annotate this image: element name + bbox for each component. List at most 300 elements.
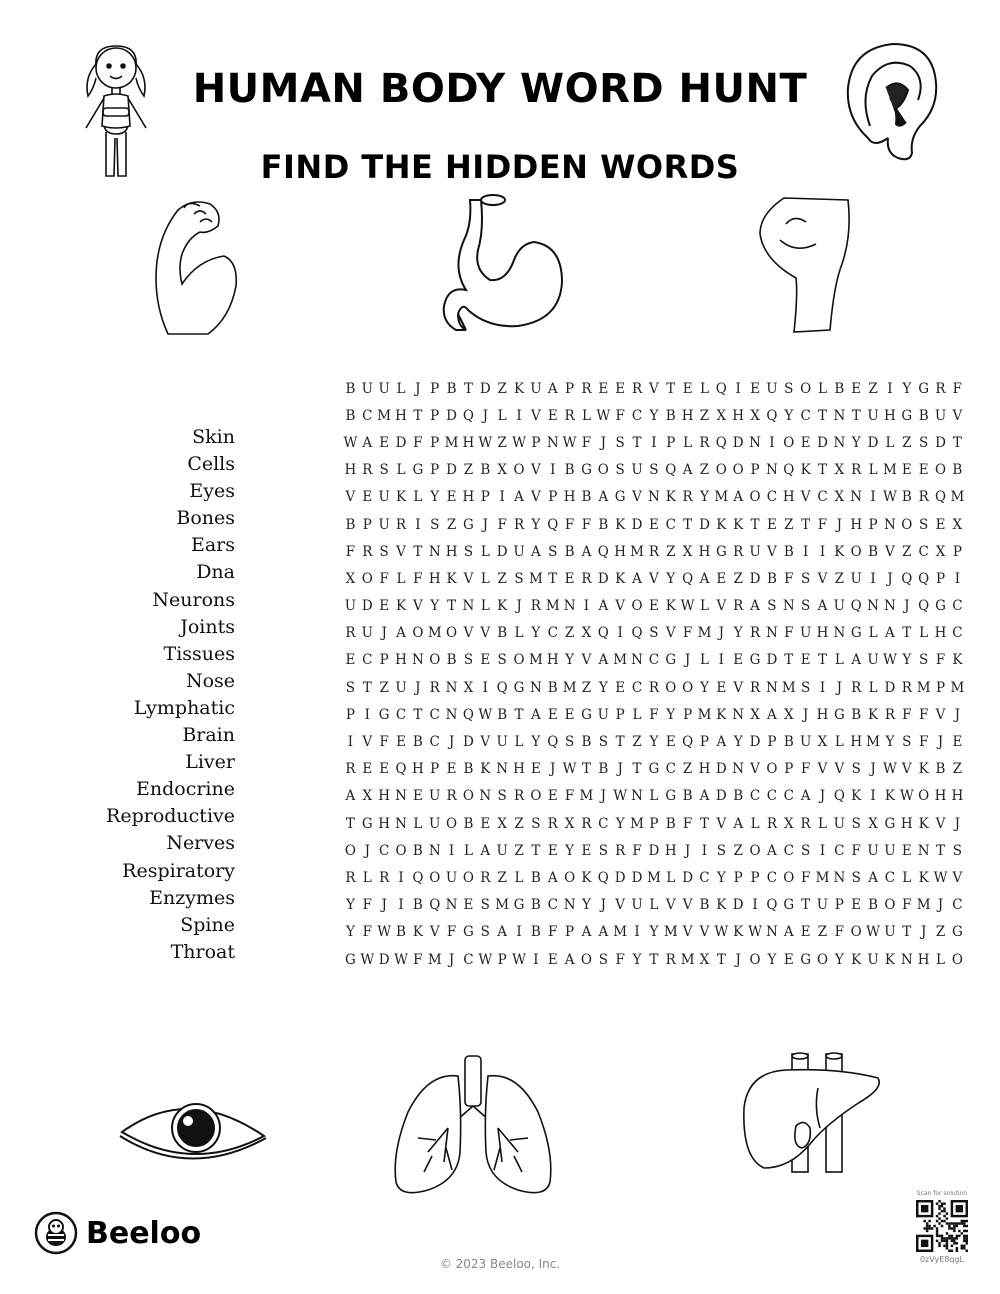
grid-letter: X bbox=[497, 815, 507, 832]
grid-letter: L bbox=[514, 869, 524, 886]
grid-letter: T bbox=[952, 434, 962, 451]
grid-letter: A bbox=[699, 570, 710, 587]
grid-letter: T bbox=[548, 570, 558, 587]
grid-letter: D bbox=[749, 734, 761, 751]
grid-letter: B bbox=[766, 570, 777, 587]
grid-letter: G bbox=[918, 380, 930, 397]
grid-letter: E bbox=[345, 652, 356, 669]
grid-letter: U bbox=[833, 598, 846, 615]
grid-letter: X bbox=[817, 734, 828, 751]
grid-letter: C bbox=[766, 869, 778, 886]
grid-letter: B bbox=[665, 815, 676, 832]
grid-letter: S bbox=[564, 734, 575, 751]
grid-letter: R bbox=[665, 951, 676, 968]
grid-letter: R bbox=[345, 869, 356, 886]
grid-letter: E bbox=[379, 598, 390, 615]
grid-letter: Z bbox=[463, 462, 474, 479]
grid-letter: V bbox=[649, 570, 659, 587]
grid-letter: A bbox=[598, 598, 609, 615]
grid-letter: R bbox=[648, 543, 659, 560]
grid-letter: S bbox=[379, 543, 389, 560]
grid-letter: W bbox=[866, 924, 881, 941]
grid-letter: F bbox=[615, 951, 625, 968]
grid-letter: X bbox=[581, 625, 592, 642]
grid-letter: S bbox=[497, 652, 507, 669]
grid-letter: L bbox=[362, 869, 372, 886]
grid-letter: A bbox=[547, 869, 558, 886]
grid-letter: Y bbox=[345, 924, 355, 941]
grid-letter: J bbox=[836, 516, 843, 533]
grid-letter: J bbox=[600, 434, 607, 451]
grid-letter: C bbox=[800, 407, 811, 424]
grid-letter: O bbox=[783, 869, 795, 886]
grid-letter: V bbox=[952, 869, 963, 886]
grid-letter: M bbox=[697, 625, 712, 642]
grid-letter: L bbox=[463, 842, 473, 859]
grid-letter: E bbox=[665, 734, 676, 751]
grid-letter: P bbox=[345, 706, 355, 723]
grid-letter: Q bbox=[395, 761, 407, 778]
grid-letter: J bbox=[819, 788, 826, 805]
grid-letter: Q bbox=[412, 869, 424, 886]
grid-letter: R bbox=[513, 788, 525, 805]
grid-letter: E bbox=[463, 897, 474, 914]
grid-letter: X bbox=[834, 489, 845, 506]
grid-row bbox=[342, 538, 966, 565]
grid-letter: S bbox=[801, 598, 811, 615]
grid-letter: E bbox=[564, 706, 575, 723]
grid-letter: P bbox=[615, 706, 625, 723]
grid-letter: S bbox=[379, 462, 389, 479]
grid-letter: S bbox=[801, 570, 811, 587]
grid-letter: K bbox=[395, 598, 407, 615]
grid-letter: S bbox=[767, 598, 777, 615]
grid-letter: T bbox=[413, 407, 423, 424]
grid-letter: L bbox=[936, 951, 945, 968]
grid-letter: U bbox=[850, 570, 862, 587]
grid-letter: L bbox=[818, 815, 827, 832]
grid-letter: E bbox=[547, 788, 558, 805]
grid-letter: L bbox=[396, 380, 406, 397]
grid-letter: J bbox=[954, 706, 961, 723]
grid-letter: M bbox=[916, 679, 931, 696]
grid-letter: F bbox=[413, 570, 423, 587]
grid-letter: K bbox=[918, 869, 929, 886]
grid-letter: H bbox=[681, 407, 694, 424]
grid-letter: N bbox=[631, 788, 643, 805]
grid-letter: Q bbox=[631, 625, 643, 642]
grid-letter: Q bbox=[766, 897, 778, 914]
grid-letter: J bbox=[364, 842, 370, 859]
grid-letter: D bbox=[446, 407, 457, 424]
word-list-item: Nerves bbox=[166, 832, 235, 855]
grid-letter: O bbox=[884, 897, 896, 914]
grid-letter: A bbox=[531, 706, 541, 723]
grid-letter: W bbox=[562, 761, 577, 778]
word-list-item: Cells bbox=[187, 453, 235, 476]
grid-letter: C bbox=[395, 706, 407, 723]
grid-row bbox=[342, 919, 966, 946]
grid-letter: E bbox=[480, 652, 491, 669]
grid-letter: Y bbox=[666, 570, 676, 587]
grid-letter: R bbox=[379, 869, 390, 886]
grid-letter: G bbox=[800, 951, 812, 968]
grid-letter: V bbox=[716, 598, 727, 615]
grid-row bbox=[342, 756, 966, 783]
grid-letter: E bbox=[750, 380, 760, 397]
grid-letter: G bbox=[513, 679, 525, 696]
grid-letter: B bbox=[345, 516, 356, 533]
grid-letter: V bbox=[429, 924, 440, 941]
grid-letter: Y bbox=[430, 598, 440, 615]
grid-letter: N bbox=[445, 897, 458, 914]
grid-letter: D bbox=[463, 734, 474, 751]
grid-letter: F bbox=[362, 924, 372, 941]
grid-letter: Z bbox=[868, 380, 878, 397]
grid-letter: J bbox=[617, 761, 623, 778]
grid-letter: D bbox=[496, 543, 508, 560]
grid-letter: S bbox=[463, 543, 474, 560]
grid-letter: R bbox=[345, 761, 356, 778]
grid-letter: P bbox=[699, 734, 710, 751]
grid-letter: W bbox=[680, 598, 695, 615]
grid-letter: Q bbox=[496, 679, 508, 696]
grid-letter: B bbox=[345, 407, 356, 424]
grid-letter: I bbox=[516, 407, 522, 424]
word-search-grid bbox=[342, 375, 966, 973]
grid-letter: C bbox=[884, 869, 896, 886]
grid-letter: H bbox=[344, 462, 357, 479]
grid-letter: Y bbox=[531, 516, 541, 533]
grid-letter: I bbox=[499, 489, 505, 506]
grid-letter: V bbox=[615, 598, 626, 615]
grid-letter: Z bbox=[497, 434, 507, 451]
grid-letter: V bbox=[480, 734, 491, 751]
grid-letter: Y bbox=[666, 706, 676, 723]
grid-letter: V bbox=[665, 897, 676, 914]
grid-letter: V bbox=[345, 489, 356, 506]
grid-letter: O bbox=[580, 951, 592, 968]
grid-letter: V bbox=[935, 706, 946, 723]
grid-letter: E bbox=[783, 951, 794, 968]
grid-letter: B bbox=[851, 706, 862, 723]
grid-letter: I bbox=[819, 543, 826, 560]
grid-letter: H bbox=[917, 951, 930, 968]
grid-letter: X bbox=[716, 407, 727, 424]
grid-letter: J bbox=[448, 734, 455, 751]
grid-letter: U bbox=[378, 380, 390, 397]
grid-letter: V bbox=[682, 897, 693, 914]
grid-letter: E bbox=[530, 761, 541, 778]
grid-letter: B bbox=[564, 543, 575, 560]
grid-letter: S bbox=[430, 516, 440, 533]
grid-letter: U bbox=[429, 788, 441, 805]
grid-letter: Y bbox=[632, 951, 642, 968]
grid-letter: Y bbox=[615, 815, 625, 832]
grid-letter: U bbox=[429, 815, 441, 832]
grid-letter: B bbox=[901, 489, 912, 506]
grid-letter: W bbox=[394, 951, 408, 968]
page-title: HUMAN BODY WORD HUNT bbox=[192, 66, 808, 112]
grid-letter: C bbox=[918, 543, 929, 560]
word-list-item: Bones bbox=[176, 507, 235, 530]
grid-letter: K bbox=[716, 706, 727, 723]
grid-letter: B bbox=[834, 380, 845, 397]
qr-code-text: 0zVyE8qgL bbox=[919, 1255, 965, 1264]
grid-letter: M bbox=[663, 924, 678, 941]
grid-letter: L bbox=[868, 625, 878, 642]
grid-letter: L bbox=[666, 869, 676, 886]
grid-letter: G bbox=[935, 598, 946, 615]
grid-letter: S bbox=[851, 815, 861, 832]
grid-letter: L bbox=[396, 570, 406, 587]
grid-letter: F bbox=[682, 815, 693, 832]
grid-letter: G bbox=[850, 625, 862, 642]
grid-letter: O bbox=[749, 489, 761, 506]
grid-letter: V bbox=[615, 897, 626, 914]
grid-letter: W bbox=[596, 407, 611, 424]
grid-letter: N bbox=[428, 543, 441, 560]
grid-letter: W bbox=[512, 951, 526, 968]
grid-letter: H bbox=[428, 570, 441, 587]
grid-letter: B bbox=[918, 407, 929, 424]
grid-letter: J bbox=[516, 598, 522, 615]
grid-letter: N bbox=[766, 462, 778, 479]
grid-letter: P bbox=[935, 570, 946, 587]
grid-letter: M bbox=[427, 951, 442, 968]
grid-letter: I bbox=[583, 598, 590, 615]
grid-letter: Z bbox=[497, 380, 507, 397]
grid-letter: O bbox=[344, 842, 356, 859]
grid-letter: K bbox=[615, 570, 626, 587]
grid-letter: Q bbox=[850, 598, 862, 615]
grid-letter: S bbox=[598, 842, 608, 859]
grid-letter: U bbox=[749, 543, 761, 560]
grid-letter: A bbox=[564, 951, 575, 968]
grid-letter: G bbox=[749, 652, 761, 669]
grid-letter: Y bbox=[565, 652, 575, 669]
grid-letter: Q bbox=[715, 434, 727, 451]
grid-letter: A bbox=[817, 598, 828, 615]
grid-letter: J bbox=[718, 625, 725, 642]
grid-letter: Y bbox=[531, 734, 541, 751]
grid-letter: E bbox=[800, 924, 811, 941]
grid-letter: F bbox=[784, 625, 794, 642]
grid-letter: I bbox=[347, 734, 354, 751]
grid-letter: I bbox=[415, 516, 421, 533]
grid-letter: H bbox=[378, 788, 391, 805]
grid-letter: G bbox=[665, 652, 677, 669]
word-list-item: Eyes bbox=[189, 480, 235, 503]
grid-letter: D bbox=[378, 951, 390, 968]
grid-letter: E bbox=[615, 380, 626, 397]
grid-letter: Q bbox=[429, 897, 441, 914]
grid-letter: L bbox=[834, 734, 844, 751]
qr-code-icon[interactable] bbox=[916, 1200, 968, 1252]
grid-letter: I bbox=[448, 842, 455, 859]
grid-letter: H bbox=[462, 434, 475, 451]
grid-letter: V bbox=[531, 462, 541, 479]
grid-letter: P bbox=[683, 706, 693, 723]
word-list-item: Liver bbox=[185, 751, 235, 774]
grid-letter: M bbox=[545, 598, 560, 615]
grid-letter: A bbox=[514, 489, 524, 506]
grid-letter: J bbox=[802, 706, 809, 723]
grid-letter: K bbox=[615, 516, 626, 533]
grid-letter: U bbox=[513, 543, 525, 560]
grid-letter: T bbox=[345, 815, 355, 832]
word-list-item: Brain bbox=[182, 724, 235, 747]
word-list-item: Joints bbox=[180, 615, 235, 638]
word-list-item: Spine bbox=[180, 913, 235, 936]
grid-letter: J bbox=[920, 924, 927, 941]
grid-letter: V bbox=[632, 489, 642, 506]
grid-letter: L bbox=[480, 598, 490, 615]
grid-letter: E bbox=[918, 462, 929, 479]
grid-letter: Z bbox=[817, 924, 828, 941]
grid-letter: B bbox=[412, 842, 423, 859]
grid-letter: N bbox=[445, 679, 458, 696]
copyright-text: © 2023 Beeloo, Inc. bbox=[439, 1257, 561, 1271]
grid-letter: D bbox=[699, 516, 710, 533]
grid-letter: B bbox=[412, 734, 423, 751]
grid-letter: M bbox=[528, 570, 543, 587]
grid-letter: Q bbox=[682, 570, 694, 587]
beeloo-logo bbox=[34, 1211, 201, 1255]
grid-letter: W bbox=[882, 489, 897, 506]
grid-letter: U bbox=[867, 407, 879, 424]
grid-row bbox=[342, 402, 966, 429]
grid-letter: A bbox=[800, 788, 811, 805]
grid-letter: Q bbox=[715, 380, 727, 397]
grid-letter: U bbox=[361, 625, 373, 642]
grid-letter: I bbox=[364, 706, 370, 723]
word-list-item: Endocrine bbox=[136, 778, 235, 801]
grid-letter: T bbox=[531, 842, 541, 859]
grid-letter: P bbox=[430, 380, 440, 397]
grid-letter: V bbox=[396, 543, 406, 560]
grid-letter: T bbox=[666, 380, 676, 397]
grid-letter: L bbox=[480, 570, 490, 587]
grid-letter: U bbox=[395, 679, 407, 696]
grid-letter: V bbox=[750, 761, 760, 778]
grid-letter: S bbox=[801, 842, 811, 859]
grid-letter: R bbox=[513, 516, 525, 533]
grid-letter: N bbox=[749, 434, 761, 451]
grid-letter: E bbox=[547, 951, 558, 968]
grid-letter: G bbox=[648, 761, 660, 778]
grid-letter: E bbox=[716, 570, 727, 587]
grid-letter: Y bbox=[649, 734, 659, 751]
grid-letter: S bbox=[514, 570, 524, 587]
grid-letter: H bbox=[732, 407, 745, 424]
grid-letter: P bbox=[750, 462, 760, 479]
grid-letter: D bbox=[766, 652, 778, 669]
grid-letter: N bbox=[917, 842, 930, 859]
grid-letter: S bbox=[851, 869, 861, 886]
grid-letter: V bbox=[716, 815, 727, 832]
grid-letter: E bbox=[547, 842, 558, 859]
grid-letter: J bbox=[836, 679, 843, 696]
grid-letter: H bbox=[816, 625, 829, 642]
grid-letter: B bbox=[783, 734, 794, 751]
grid-letter: P bbox=[750, 869, 760, 886]
grid-letter: C bbox=[631, 407, 643, 424]
grid-letter: Q bbox=[462, 407, 474, 424]
grid-letter: E bbox=[396, 734, 406, 751]
grid-letter: C bbox=[952, 897, 963, 914]
grid-letter: C bbox=[598, 815, 609, 832]
grid-letter: A bbox=[750, 598, 760, 615]
grid-letter: G bbox=[463, 924, 474, 941]
grid-letter: H bbox=[698, 543, 711, 560]
grid-letter: N bbox=[496, 761, 509, 778]
word-list-item: Skin bbox=[192, 426, 235, 448]
grid-letter: J bbox=[887, 570, 893, 587]
grid-letter: Y bbox=[733, 625, 743, 642]
girl-illustration bbox=[72, 38, 160, 183]
grid-letter: A bbox=[682, 462, 693, 479]
grid-letter: C bbox=[463, 951, 474, 968]
grid-letter: B bbox=[682, 788, 693, 805]
word-list bbox=[60, 424, 235, 966]
grid-letter: H bbox=[395, 652, 407, 669]
grid-letter: E bbox=[800, 652, 811, 669]
grid-letter: K bbox=[918, 815, 929, 832]
grid-letter: M bbox=[579, 788, 594, 805]
grid-letter: O bbox=[783, 434, 795, 451]
grid-letter: O bbox=[901, 516, 913, 533]
grid-letter: K bbox=[716, 516, 727, 533]
grid-letter: J bbox=[381, 625, 387, 642]
grid-letter: J bbox=[415, 380, 421, 397]
grid-letter: Z bbox=[497, 869, 507, 886]
grid-letter: H bbox=[884, 407, 896, 424]
grid-letter: R bbox=[362, 462, 373, 479]
grid-letter: F bbox=[413, 434, 423, 451]
grid-letter: N bbox=[732, 761, 745, 778]
grid-row bbox=[342, 783, 966, 810]
grid-letter: W bbox=[748, 924, 762, 941]
word-list-item: Lymphatic bbox=[133, 696, 235, 719]
grid-letter: V bbox=[412, 598, 423, 615]
grid-letter: Z bbox=[666, 543, 676, 560]
grid-letter: U bbox=[867, 951, 879, 968]
grid-letter: K bbox=[800, 462, 811, 479]
grid-letter: L bbox=[497, 407, 507, 424]
grid-letter: U bbox=[934, 407, 947, 424]
grid-letter: G bbox=[951, 924, 963, 941]
grid-letter: E bbox=[446, 761, 457, 778]
grid-letter: X bbox=[682, 543, 693, 560]
grid-letter: J bbox=[381, 897, 387, 914]
grid-letter: F bbox=[918, 706, 929, 723]
grid-letter: O bbox=[934, 462, 947, 479]
grid-letter: N bbox=[766, 679, 778, 696]
grid-letter: Y bbox=[851, 434, 861, 451]
grid-letter: L bbox=[699, 380, 709, 397]
grid-letter: X bbox=[868, 815, 878, 832]
grid-letter: A bbox=[851, 652, 862, 669]
grid-row bbox=[342, 864, 966, 891]
grid-letter: E bbox=[682, 380, 693, 397]
grid-letter: B bbox=[547, 679, 558, 696]
grid-letter: Q bbox=[918, 570, 930, 587]
grid-letter: R bbox=[547, 815, 558, 832]
grid-letter: E bbox=[547, 706, 558, 723]
grid-letter: U bbox=[799, 734, 812, 751]
grid-letter: R bbox=[581, 570, 592, 587]
